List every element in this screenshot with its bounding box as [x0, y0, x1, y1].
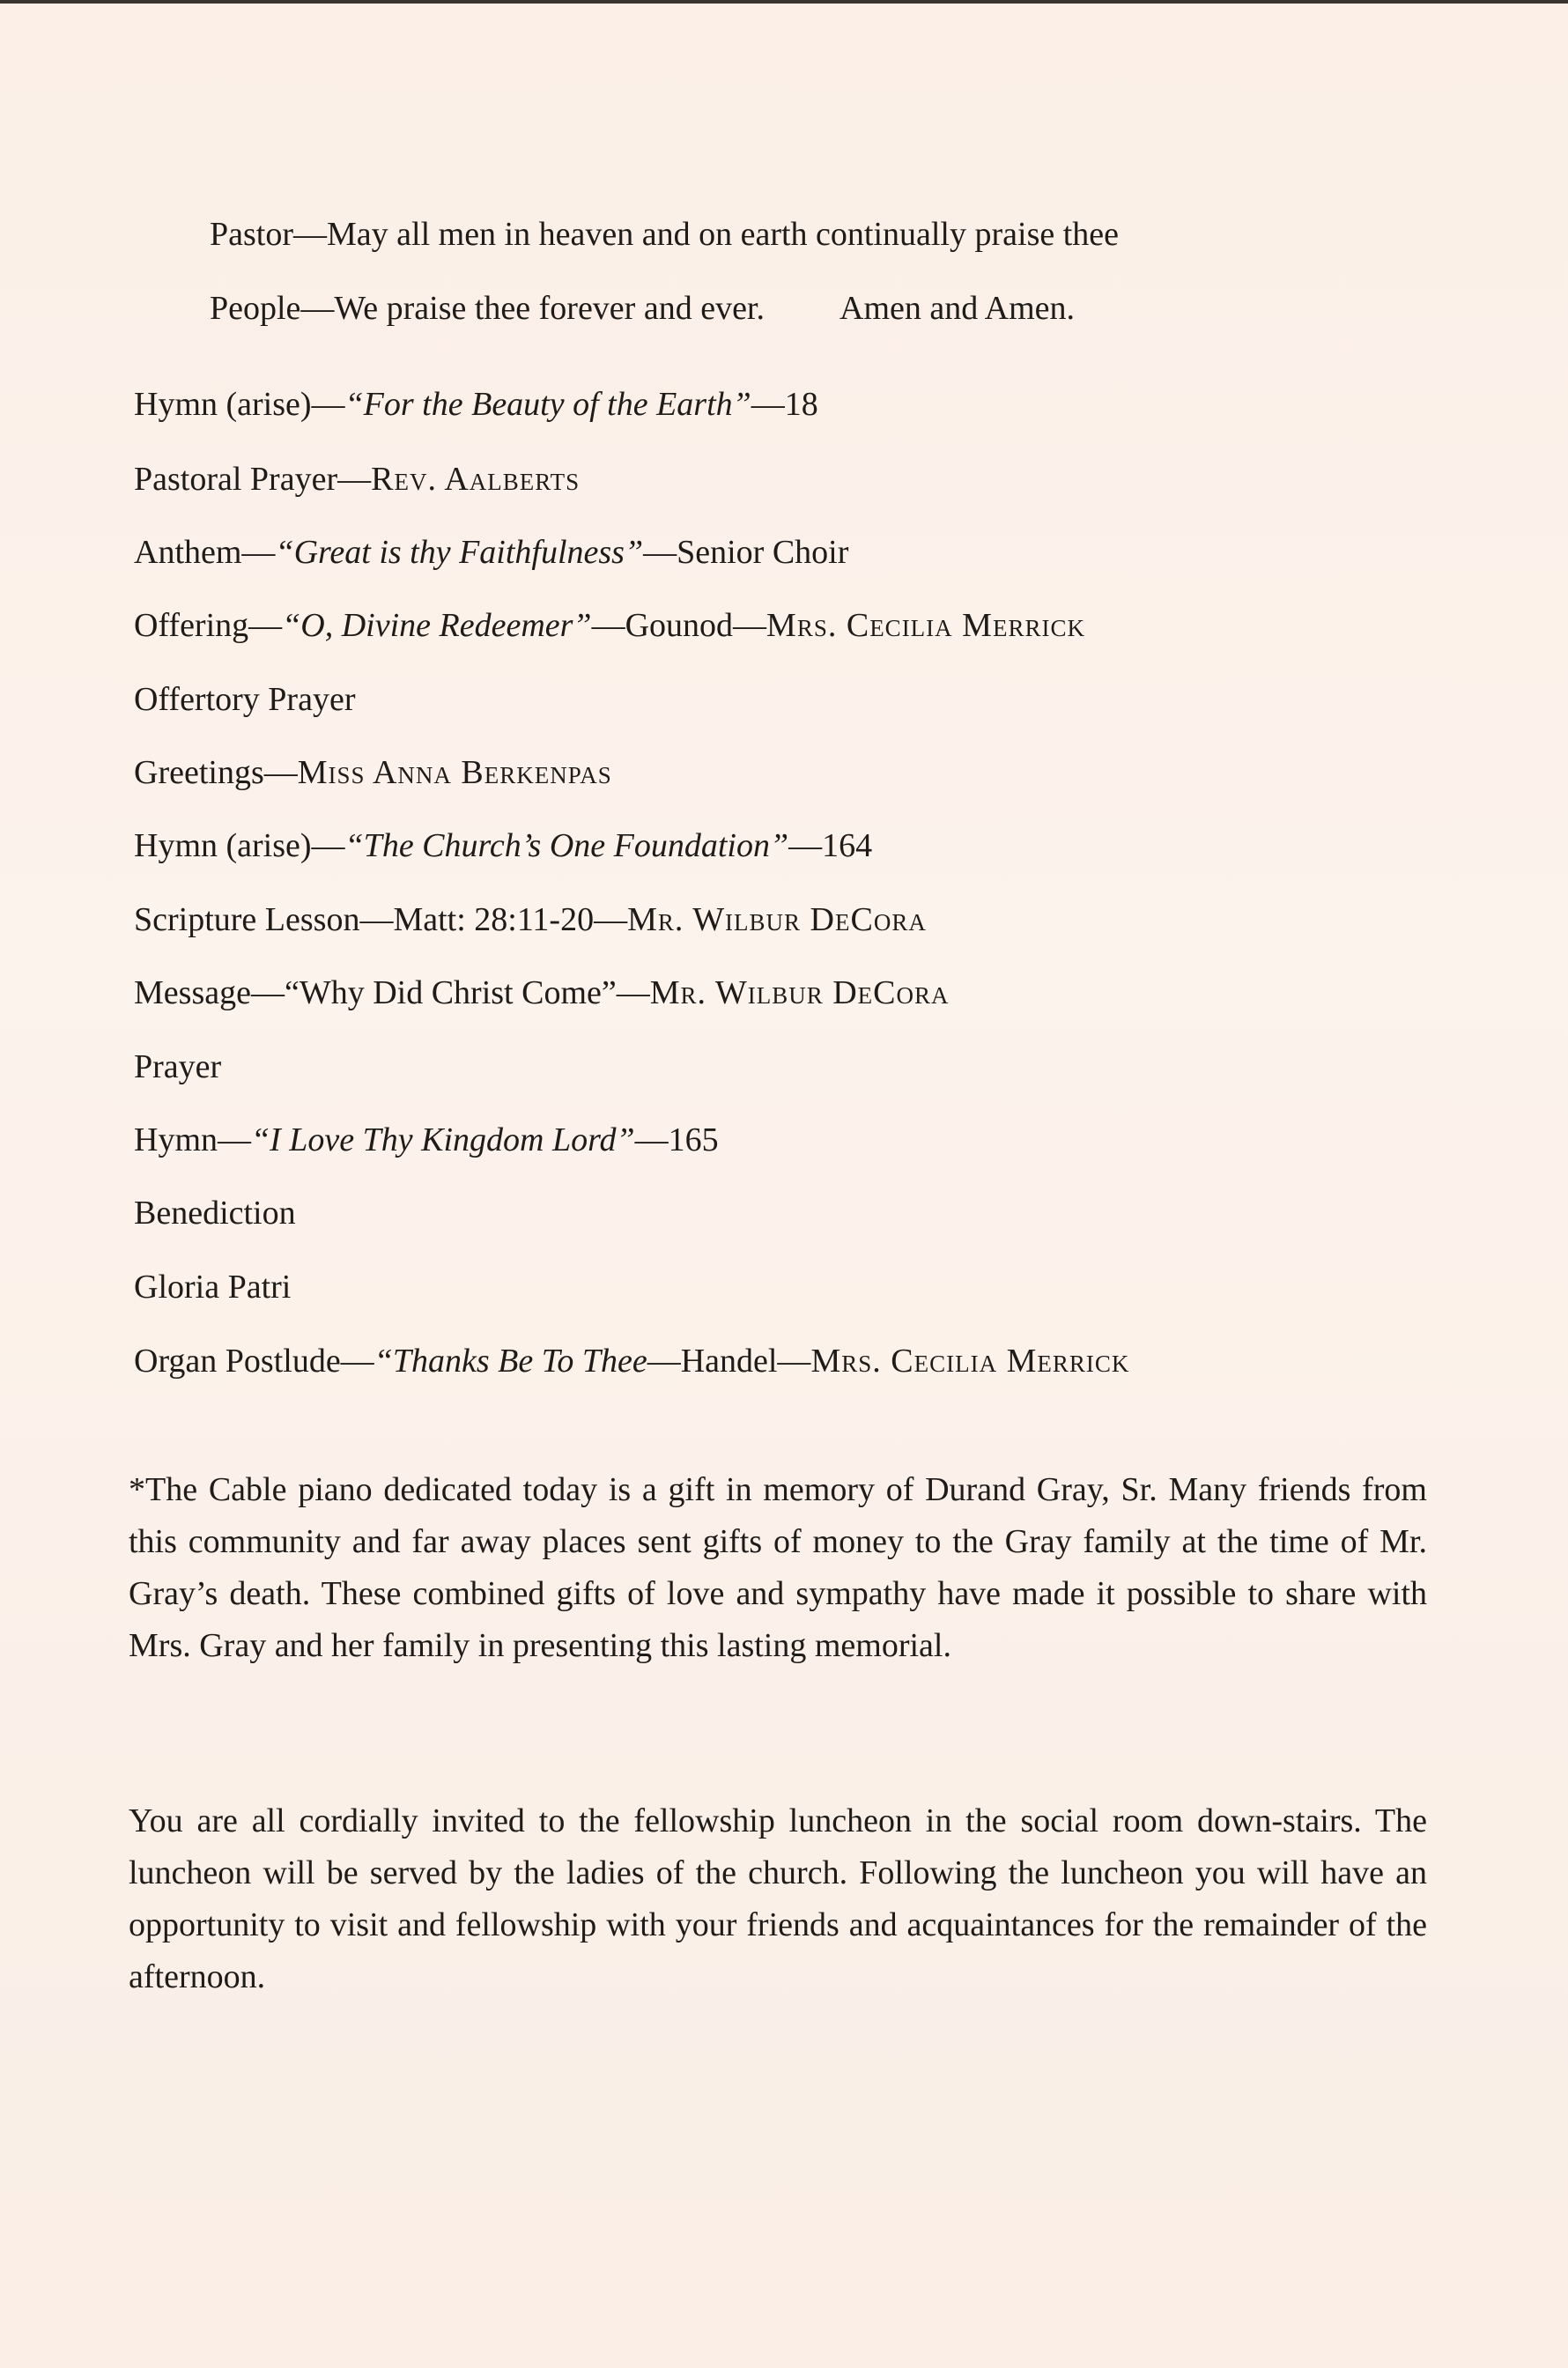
benediction: Benediction [134, 1195, 296, 1232]
hymn-2: Hymn (arise)—“The Church’s One Foundation”—164 [134, 827, 873, 864]
message-speaker: Mr. Wilbur DeCora [649, 974, 950, 1011]
responsive-pastor: Pastor—May all men in heaven and on earth continually praise thee [210, 216, 1120, 253]
hymn-1: Hymn (arise)—“For the Beauty of the Earth”—18 [134, 386, 818, 423]
top-edge [0, 0, 1568, 4]
hymn-3: Hymn—“I Love Thy Kingdom Lord”—165 [134, 1121, 719, 1158]
gloria-patri: Gloria Patri [134, 1269, 292, 1306]
pastoral-prayer: Pastoral Prayer—Rev. Aalberts [134, 461, 581, 498]
organ-postlude: Organ Postlude—“Thanks Be To Thee—Handel—Mrs. Cecilia Merrick [134, 1343, 1130, 1380]
anthem-title: “Great is thy Faithfulness” [275, 534, 644, 571]
postlude-performer: Mrs. Cecilia Merrick [810, 1343, 1130, 1380]
pastor-name: Rev. Aalberts [371, 461, 581, 498]
greetings-name: Miss Anna Berkenpas [297, 754, 612, 791]
offering-performer: Mrs. Cecilia Merrick [766, 607, 1085, 644]
amen-text: Amen and Amen. [839, 290, 1076, 327]
scripture-reader: Mr. Wilbur DeCora [627, 901, 927, 938]
hymn-3-title: “I Love Thy Kingdom Lord” [251, 1121, 635, 1158]
offertory-prayer: Offertory Prayer [134, 681, 356, 718]
prayer: Prayer [134, 1048, 222, 1085]
luncheon-invitation: You are all cordially invited to the fellowship luncheon in the social room down-stairs. The luncheon will be served by the ladies of the church. Following the luncheon you will have an opportunity to visit and fellowship with your friends and acquaintances for the remainder of the afternoon. [129, 1802, 1427, 1995]
offering-title: “O, Divine Redeemer” [282, 607, 592, 644]
responsive-people: People—We praise thee forever and ever. Amen and Amen. [210, 290, 1076, 327]
piano-dedication-note: *The Cable piano dedicated today is a gift in memory of Durand Gray, Sr. Many friends from this community and far away places sent gifts of money to the Gray family at the time of Mr. Gray’s death. These combined gifts of love and sympathy have made it possible to share with Mrs. Gray and her family in presenting this lasting memorial. [129, 1471, 1427, 1664]
scripture-lesson: Scripture Lesson—Matt: 28:11-20—Mr. Wilbur DeCora [134, 901, 927, 938]
anthem: Anthem—“Great is thy Faithfulness”—Senior Choir [134, 534, 849, 571]
greetings: Greetings—Miss Anna Berkenpas [134, 754, 612, 791]
offering: Offering—“O, Divine Redeemer”—Gounod—Mrs. Cecilia Merrick [134, 607, 1085, 644]
message: Message—“Why Did Christ Come”—Mr. Wilbur DeCora [134, 974, 950, 1011]
hymn-1-title: “For the Beauty of the Earth” [344, 386, 751, 423]
postlude-title: “Thanks Be To Thee [374, 1343, 647, 1380]
hymn-2-title: “The Church’s One Foundation” [344, 827, 789, 864]
